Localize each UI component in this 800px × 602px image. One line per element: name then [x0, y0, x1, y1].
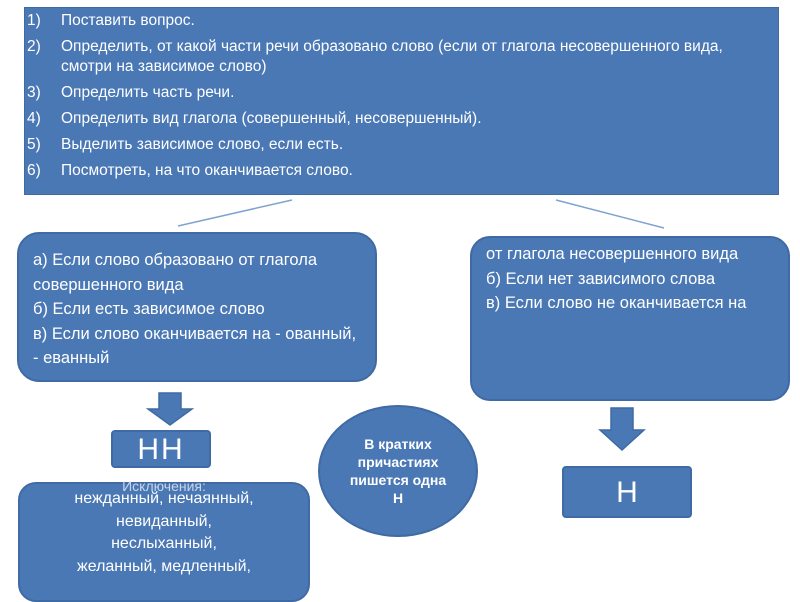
- conditions-double-n: [17, 232, 377, 382]
- condition-a: а) Если слово образовано от глагола совершенного вида: [33, 251, 318, 294]
- step-number: 5): [27, 136, 41, 153]
- exceptions-box: [18, 478, 310, 602]
- arrow-down-right: [600, 408, 644, 450]
- step-number: 6): [27, 162, 41, 179]
- conditions-single-n: [470, 236, 790, 401]
- exception-words: желанный, медленный,: [77, 557, 251, 575]
- exceptions-title: Исключения:: [122, 478, 206, 494]
- step-text: Выделить зависимое слово, если есть.: [61, 136, 344, 153]
- step-text: Определить, от какой части речи образовано слово (если от глагола несовершенного вида, смотри на зависимое слово): [61, 38, 723, 75]
- condition-b: б) Если есть зависимое слово: [33, 300, 265, 318]
- connector-line-left: [178, 200, 292, 226]
- condition-c: в) Если слово не оканчивается на: [486, 294, 747, 312]
- condition-a: от глагола несовершенного вида: [486, 245, 739, 263]
- step-text: Определить часть речи.: [61, 84, 235, 101]
- step-text: Посмотреть, на что оканчивается слово.: [61, 162, 353, 179]
- step-number: 2): [27, 38, 41, 55]
- step-text: Определить вид глагола (совершенный, несовершенный).: [61, 110, 482, 127]
- short-participle-note: [318, 405, 478, 537]
- condition-c: в) Если слово оканчивается на - ованный, - еванный: [33, 324, 357, 367]
- step-number: 3): [27, 84, 41, 101]
- arrow-down-left: [148, 393, 192, 425]
- result-double-n: НН: [111, 430, 211, 468]
- step-number: 1): [27, 12, 41, 29]
- result-single-n: Н: [562, 466, 692, 518]
- exception-words: нежданный, нечаянный,: [74, 490, 254, 507]
- step-text: Поставить вопрос.: [61, 12, 195, 29]
- exception-words: неслыханный,: [111, 535, 217, 552]
- exception-words: невиданный,: [116, 512, 212, 530]
- step-number: 4): [27, 110, 41, 127]
- condition-b: б) Если нет зависимого слова: [486, 269, 716, 288]
- connector-line-right: [556, 200, 664, 228]
- note-text: В кратких причастиях пишется одна Н: [349, 436, 447, 506]
